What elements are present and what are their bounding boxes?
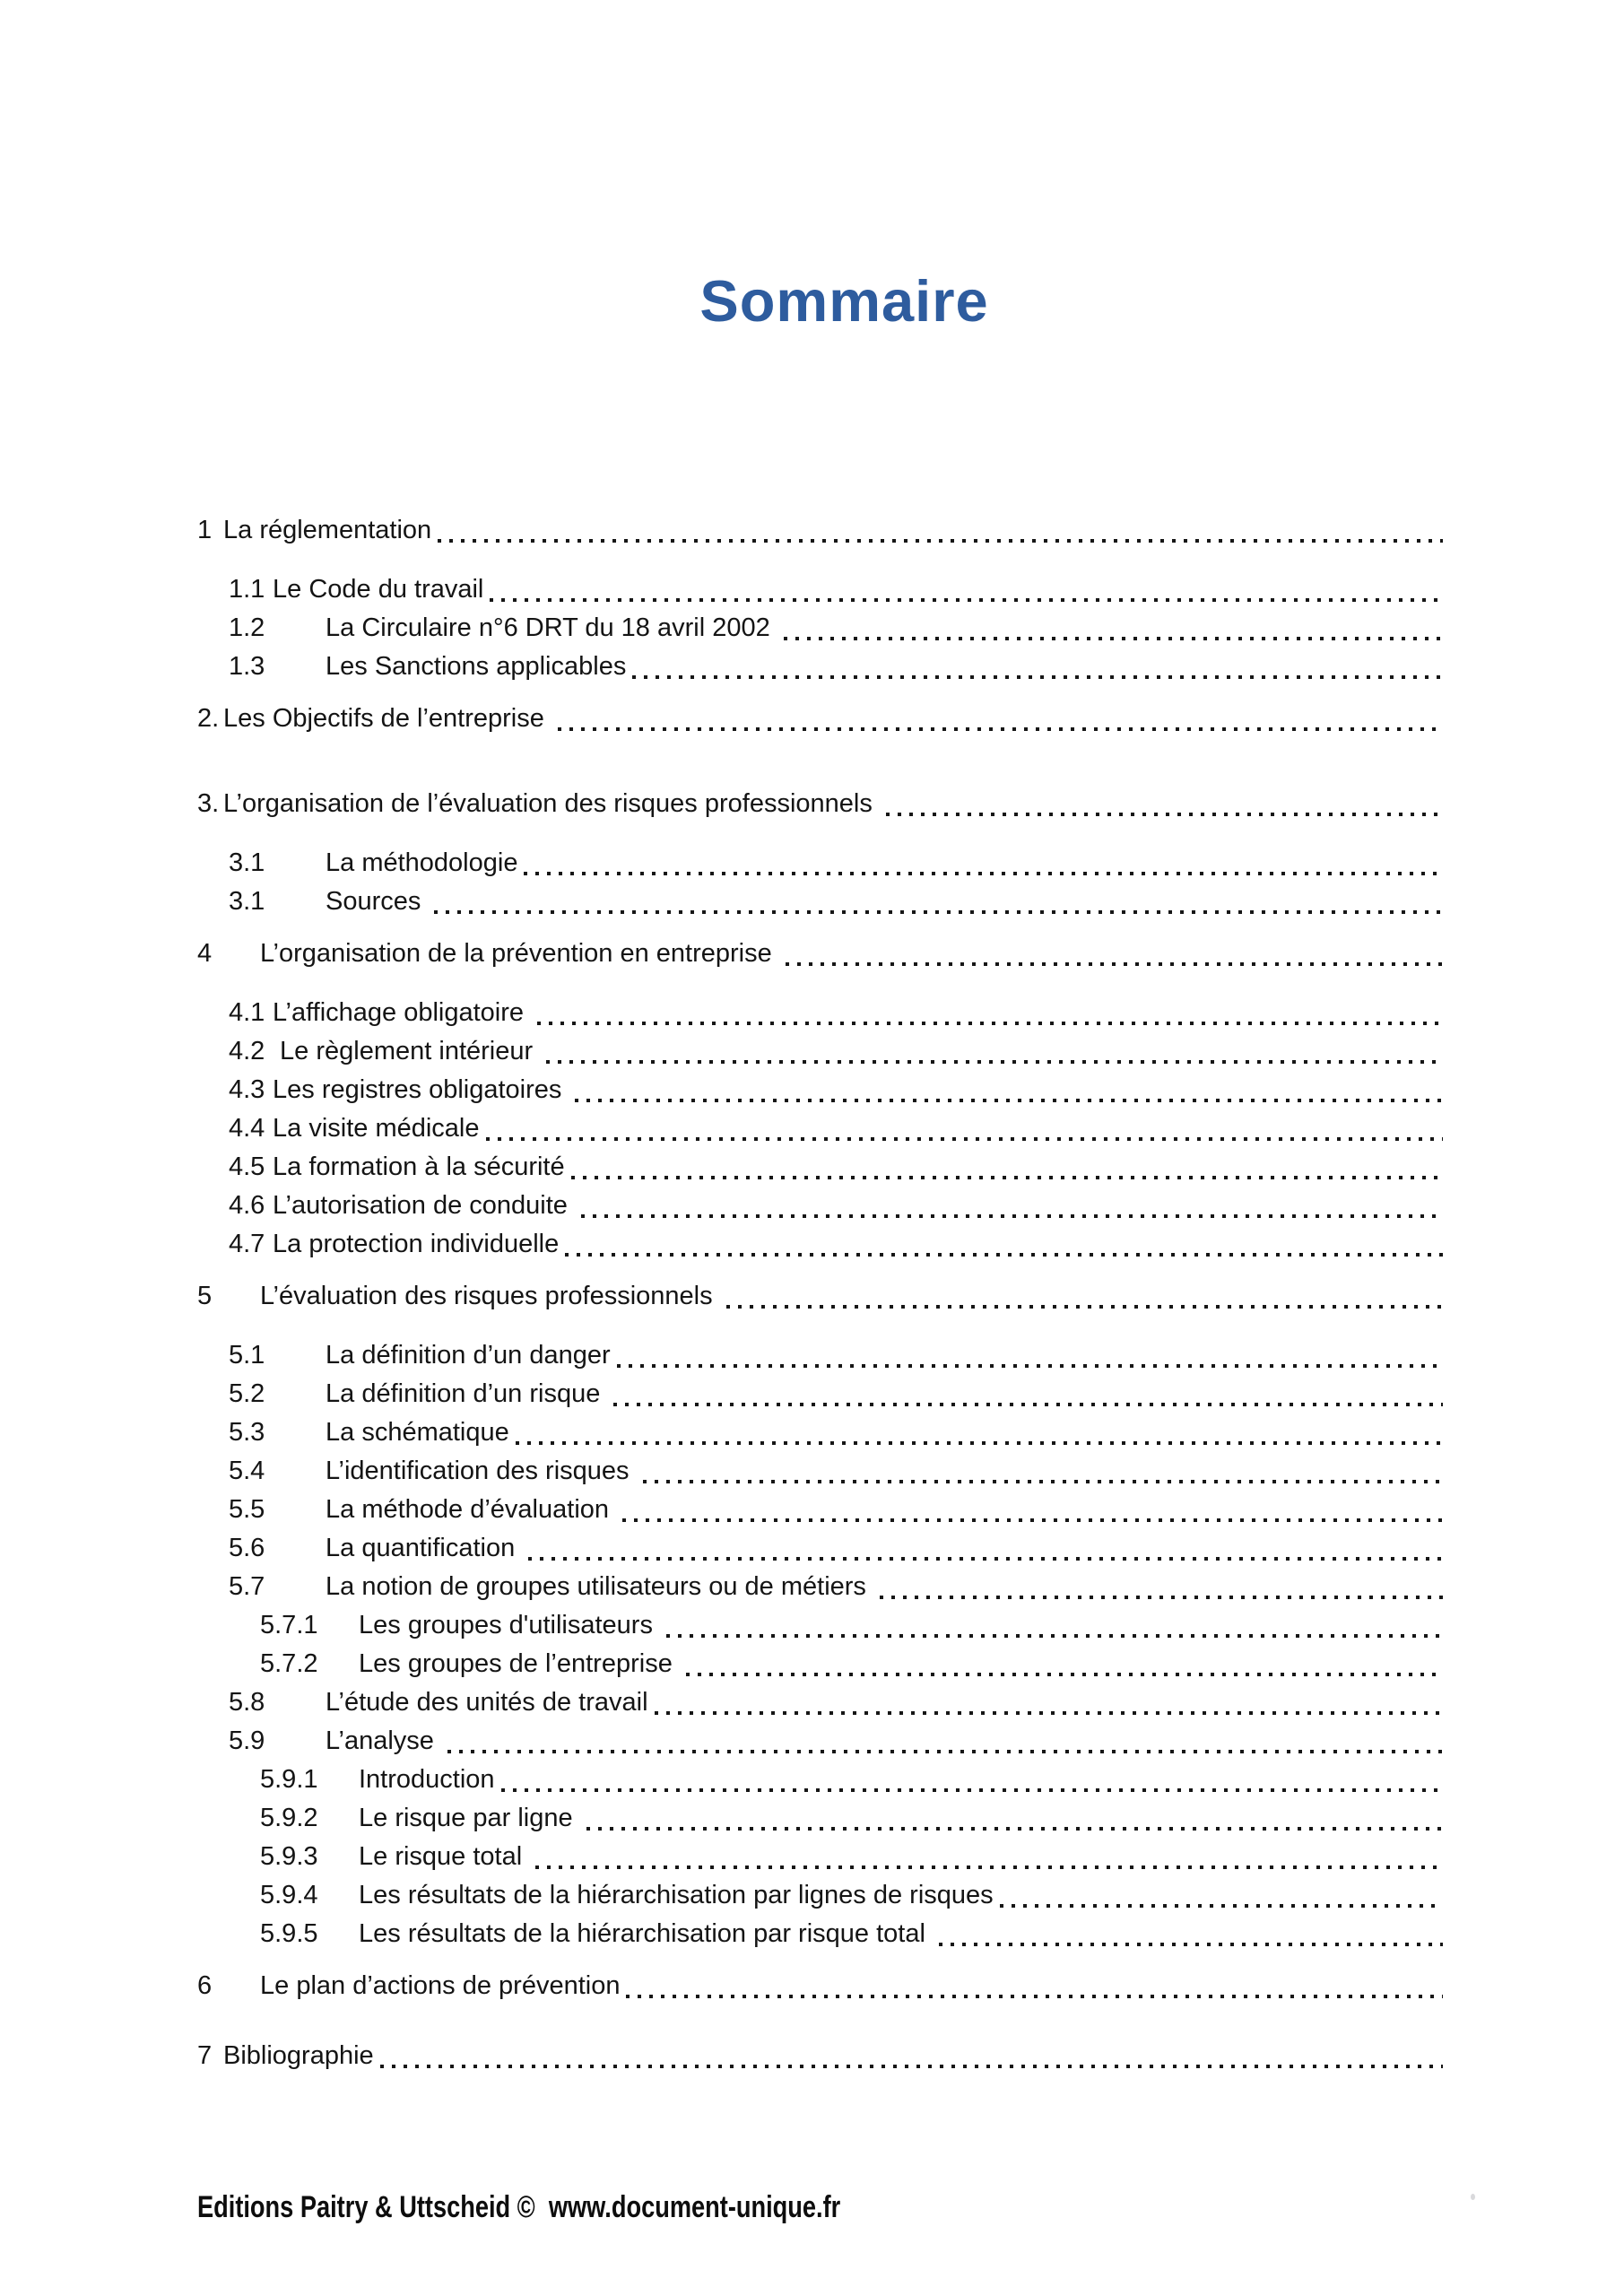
toc-entry — [197, 1277, 1444, 1316]
toc-entry — [197, 609, 1444, 648]
dotted-leader — [516, 1441, 1443, 1445]
toc-entry-label: Le Code du travail — [273, 575, 484, 604]
toc-entry-number: 4.4 — [229, 1114, 265, 1143]
toc-entry-number: 1.3 — [229, 652, 265, 681]
toc-entry — [197, 883, 1444, 921]
toc-entry-number: 4.7 — [229, 1230, 265, 1258]
dotted-leader — [643, 1480, 1443, 1483]
toc-entry-number: 1.2 — [229, 613, 265, 642]
dotted-leader — [886, 813, 1443, 816]
toc-entry-number: 5.9.1 — [260, 1765, 318, 1794]
toc-entry-label: La définition d’un danger — [326, 1341, 611, 1370]
toc-entry — [197, 1838, 1444, 1876]
toc-entry-label: Le risque total — [359, 1842, 530, 1871]
toc-entry-number: 5.9.2 — [260, 1804, 318, 1832]
toc-entry — [197, 1491, 1444, 1529]
toc-entry-number: 4.6 — [229, 1191, 265, 1220]
dotted-leader — [1000, 1904, 1443, 1908]
toc-entry-number: 4.3 — [229, 1075, 265, 1104]
dotted-leader — [784, 637, 1443, 640]
toc-entry — [197, 1761, 1444, 1799]
toc-entry-label: Le plan d’actions de prévention — [260, 1971, 621, 2000]
toc-entry-label: L’étude des unités de travail — [326, 1688, 648, 1717]
toc-entry — [197, 1413, 1444, 1452]
toc-entry — [197, 1187, 1444, 1225]
toc-entry-label: La réglementation — [223, 516, 432, 544]
toc-entry-label: Les Objectifs de l’entreprise — [223, 704, 551, 733]
toc-entry-number: 4.5 — [229, 1152, 265, 1181]
toc-entry — [197, 1109, 1444, 1148]
toc-entry-number: 5 — [197, 1282, 213, 1310]
dotted-leader — [535, 1866, 1443, 1869]
toc-entry-label: La Circulaire n°6 DRT du 18 avril 2002 — [326, 613, 777, 642]
toc-entry-label: La méthodologie — [326, 848, 518, 877]
dotted-leader — [528, 1557, 1443, 1561]
table-of-contents — [0, 511, 1624, 2075]
footer-text: Editions Paitry & Uttscheid © www.document-unique.fr — [197, 2190, 841, 2224]
toc-entry-number: 5.1 — [229, 1341, 265, 1370]
toc-entry — [197, 935, 1444, 973]
toc-entry-label: La méthode d’évaluation — [326, 1495, 617, 1524]
dotted-leader — [571, 1176, 1443, 1179]
toc-entry-label: La visite médicale — [273, 1114, 480, 1143]
toc-entry-number: 1 — [197, 516, 213, 544]
toc-entry — [197, 1722, 1444, 1761]
toc-entry-label: Introduction — [359, 1765, 495, 1794]
toc-entry — [197, 1967, 1444, 2005]
toc-entry-number: 5.7.2 — [260, 1649, 318, 1678]
toc-entry-label: L’organisation de la prévention en entreprise — [260, 939, 779, 968]
dotted-leader — [380, 2065, 1443, 2068]
toc-entry-number: 5.2 — [229, 1379, 265, 1408]
dotted-leader — [622, 1518, 1443, 1522]
toc-entry — [197, 994, 1444, 1032]
dotted-leader — [626, 1995, 1443, 1998]
toc-entry — [197, 1225, 1444, 1264]
toc-entry — [197, 570, 1444, 609]
dotted-leader — [655, 1711, 1443, 1715]
toc-entry-number: 3. — [197, 789, 220, 818]
toc-entry-number: 5.9.5 — [260, 1919, 318, 1948]
toc-entry — [197, 2037, 1444, 2075]
toc-entry-number: 5.9.4 — [260, 1881, 318, 1909]
toc-entry — [197, 1529, 1444, 1568]
toc-entry-number: 7 — [197, 2041, 213, 2070]
toc-entry-label: L’identification des risques — [326, 1457, 637, 1485]
dotted-leader — [632, 675, 1443, 679]
toc-entry — [197, 1683, 1444, 1722]
toc-entry — [197, 1148, 1444, 1187]
toc-entry-number: 3.1 — [229, 848, 265, 877]
toc-entry-number: 2. — [197, 704, 220, 733]
toc-entry-number: 5.6 — [229, 1534, 265, 1562]
dotted-leader — [575, 1099, 1443, 1102]
toc-entry — [197, 511, 1444, 550]
toc-entry — [197, 1568, 1444, 1606]
toc-entry-number: 4.1 — [229, 998, 265, 1027]
toc-entry-number: 5.9.3 — [260, 1842, 318, 1871]
dotted-leader — [613, 1403, 1443, 1406]
toc-entry-label: La formation à la sécurité — [273, 1152, 565, 1181]
toc-entry — [197, 1336, 1444, 1375]
toc-entry — [197, 1915, 1444, 1953]
dotted-leader — [524, 872, 1443, 875]
dotted-leader — [546, 1060, 1443, 1064]
dotted-leader — [565, 1253, 1443, 1257]
toc-entry — [197, 1071, 1444, 1109]
toc-entry-number: 5.7 — [229, 1572, 265, 1601]
dotted-leader — [666, 1634, 1443, 1638]
dotted-leader — [880, 1596, 1443, 1599]
toc-entry-label: Le risque par ligne — [359, 1804, 580, 1832]
toc-entry-label: L’organisation de l’évaluation des risques professionnels — [223, 789, 880, 818]
dotted-leader — [939, 1943, 1443, 1946]
dotted-leader — [490, 598, 1443, 602]
toc-entry — [197, 700, 1444, 738]
toc-entry-label: Les groupes de l’entreprise — [359, 1649, 680, 1678]
toc-entry-number: 5.5 — [229, 1495, 265, 1524]
toc-entry-label: La notion de groupes utilisateurs ou de métiers — [326, 1572, 873, 1601]
dotted-leader — [537, 1022, 1443, 1025]
toc-entry-label: Les Sanctions applicables — [326, 652, 627, 681]
toc-entry-label: L’autorisation de conduite — [273, 1191, 575, 1220]
dotted-leader — [501, 1788, 1443, 1792]
toc-entry — [197, 844, 1444, 883]
toc-entry-label: L’affichage obligatoire — [273, 998, 532, 1027]
toc-entry-label: La définition d’un risque — [326, 1379, 608, 1408]
toc-entry-number: 5.9 — [229, 1726, 265, 1755]
toc-entry-label: Les groupes d'utilisateurs — [359, 1611, 661, 1639]
dotted-leader — [558, 727, 1443, 731]
page-title: Sommaire — [699, 268, 989, 334]
toc-entry-label: L’analyse — [326, 1726, 441, 1755]
toc-entry-number: 5.8 — [229, 1688, 265, 1717]
toc-entry-label: Le règlement intérieur — [273, 1037, 541, 1065]
toc-entry — [197, 1375, 1444, 1413]
dotted-leader — [581, 1214, 1443, 1218]
toc-entry — [197, 648, 1444, 686]
toc-entry-number: 3.1 — [229, 887, 265, 916]
toc-entry-label: L’évaluation des risques professionnels — [260, 1282, 720, 1310]
toc-entry-label: Les résultats de la hiérarchisation par risque total — [359, 1919, 933, 1948]
toc-entry-number: 1.1 — [229, 575, 265, 604]
toc-entry — [197, 1452, 1444, 1491]
dotted-leader — [486, 1137, 1444, 1141]
toc-entry-label: La schématique — [326, 1418, 509, 1447]
toc-entry-label: Les résultats de la hiérarchisation par lignes de risques — [359, 1881, 994, 1909]
toc-entry — [197, 1876, 1444, 1915]
toc-entry-number: 5.7.1 — [260, 1611, 318, 1639]
dotted-leader — [586, 1827, 1443, 1831]
toc-entry-label: Sources — [326, 887, 429, 916]
dotted-leader — [617, 1364, 1443, 1368]
toc-entry-number: 5.4 — [229, 1457, 265, 1485]
toc-entry-label: Bibliographie — [223, 2041, 374, 2070]
dotted-leader — [786, 962, 1443, 966]
toc-entry — [197, 1645, 1444, 1683]
toc-entry-number: 4 — [197, 939, 213, 968]
toc-entry — [197, 1032, 1444, 1071]
toc-entry — [197, 1606, 1444, 1645]
toc-entry — [197, 785, 1444, 823]
toc-entry-number: 6 — [197, 1971, 213, 2000]
dotted-leader — [447, 1750, 1443, 1753]
scan-speck-artifact — [1471, 2194, 1475, 2200]
toc-entry-label: Les registres obligatoires — [273, 1075, 569, 1104]
dotted-leader — [434, 910, 1443, 914]
toc-entry-number: 4.2 — [229, 1037, 265, 1065]
toc-entry-label: La protection individuelle — [273, 1230, 560, 1258]
dotted-leader — [686, 1673, 1443, 1676]
dotted-leader — [438, 539, 1443, 543]
toc-entry — [197, 1799, 1444, 1838]
toc-entry-number: 5.3 — [229, 1418, 265, 1447]
toc-entry-label: La quantification — [326, 1534, 523, 1562]
dotted-leader — [726, 1305, 1443, 1309]
